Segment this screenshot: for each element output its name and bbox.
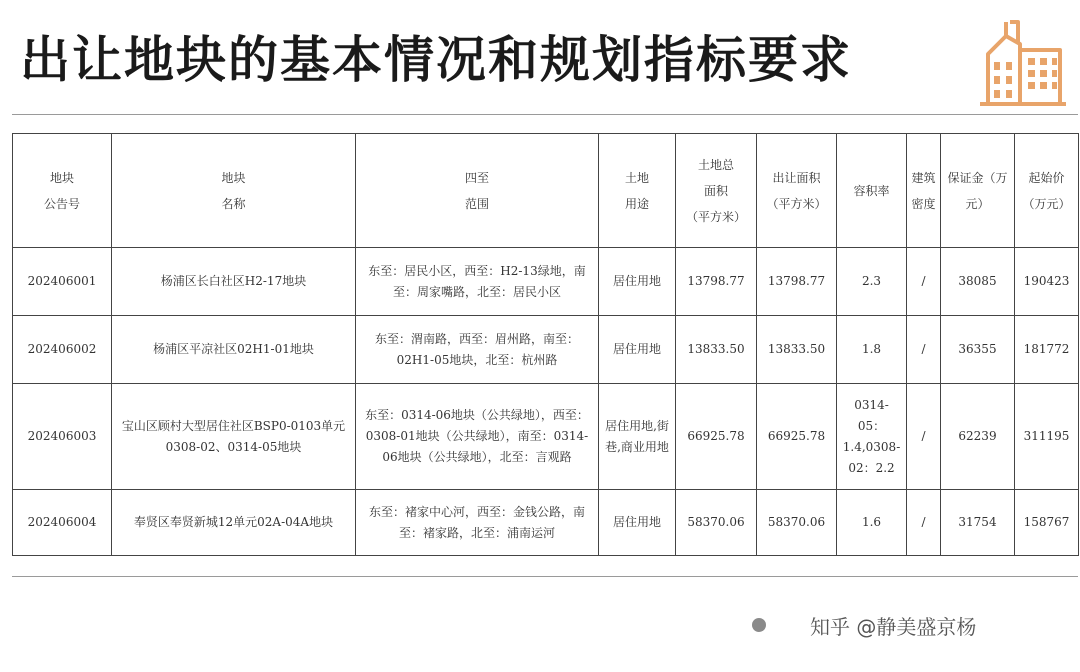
bullet-dot-icon — [752, 618, 766, 632]
cell-deposit: 36355 — [941, 316, 1015, 384]
column-header: 保证金（万 元） — [941, 134, 1015, 248]
table-body — [13, 248, 1079, 556]
cell-use: 居住用地 — [599, 316, 676, 384]
cell-id: 202406001 — [13, 248, 112, 316]
cell-name: 宝山区顾村大型居住社区BSP0-0103单元0308-02、0314-05地块 — [112, 384, 356, 490]
bottom-divider — [12, 576, 1078, 577]
cell-total-area: 13833.50 — [676, 316, 757, 384]
building-icon — [976, 14, 1070, 106]
page-title: 出让地块的基本情况和规划指标要求 — [20, 31, 852, 89]
column-header: 容积率 — [837, 134, 907, 248]
cell-use: 居住用地 — [599, 490, 676, 556]
table-header-row — [13, 134, 1079, 248]
cell-sale-area: 66925.78 — [757, 384, 837, 490]
cell-far: 2.3 — [837, 248, 907, 316]
table-row — [13, 384, 1079, 490]
cell-density: / — [907, 490, 941, 556]
cell-far: 1.8 — [837, 316, 907, 384]
cell-total-area: 13798.77 — [676, 248, 757, 316]
cell-name: 奉贤区奉贤新城12单元02A-04A地块 — [112, 490, 356, 556]
table-row — [13, 490, 1079, 556]
title-divider — [12, 114, 1078, 115]
cell-bounds: 东至：居民小区，西至：H2-13绿地，南至：周家嘴路，北至：居民小区 — [356, 248, 599, 316]
cell-density: / — [907, 248, 941, 316]
cell-start-price: 158767 — [1015, 490, 1079, 556]
source-credit — [752, 610, 976, 640]
table-row — [13, 316, 1079, 384]
cell-far: 0314-05：1.4,0308-02：2.2 — [837, 384, 907, 490]
cell-deposit: 62239 — [941, 384, 1015, 490]
table-row — [13, 248, 1079, 316]
cell-id: 202406002 — [13, 316, 112, 384]
column-header: 起始价 （万元） — [1015, 134, 1079, 248]
land-parcel-table — [12, 133, 1079, 556]
cell-sale-area: 13798.77 — [757, 248, 837, 316]
cell-name: 杨浦区长白社区H2-17地块 — [112, 248, 356, 316]
cell-total-area: 58370.06 — [676, 490, 757, 556]
cell-sale-area: 58370.06 — [757, 490, 837, 556]
column-header: 地块 公告号 — [13, 134, 112, 248]
column-header: 出让面积 （平方米） — [757, 134, 837, 248]
cell-id: 202406003 — [13, 384, 112, 490]
column-header: 土地总 面积 （平方米） — [676, 134, 757, 248]
column-header: 四至 范围 — [356, 134, 599, 248]
cell-deposit: 38085 — [941, 248, 1015, 316]
cell-density: / — [907, 384, 941, 490]
cell-use: 居住用地,街巷,商业用地 — [599, 384, 676, 490]
cell-far: 1.6 — [837, 490, 907, 556]
column-header: 建筑 密度 — [907, 134, 941, 248]
cell-total-area: 66925.78 — [676, 384, 757, 490]
source-text: 知乎 @静美盛京杨 — [810, 614, 977, 639]
cell-density: / — [907, 316, 941, 384]
cell-use: 居住用地 — [599, 248, 676, 316]
cell-bounds: 东至：褚家中心河，西至：金钱公路，南至：褚家路，北至：浦南运河 — [356, 490, 599, 556]
cell-deposit: 31754 — [941, 490, 1015, 556]
cell-start-price: 181772 — [1015, 316, 1079, 384]
cell-start-price: 311195 — [1015, 384, 1079, 490]
column-header: 土地 用途 — [599, 134, 676, 248]
column-header: 地块 名称 — [112, 134, 356, 248]
cell-name: 杨浦区平凉社区02H1-01地块 — [112, 316, 356, 384]
cell-bounds: 东至：0314-06地块（公共绿地），西至：0308-01地块（公共绿地），南至：0314-06地块（公共绿地），北至：言观路 — [356, 384, 599, 490]
cell-id: 202406004 — [13, 490, 112, 556]
cell-bounds: 东至：渭南路，西至：眉州路，南至：02H1-05地块，北至：杭州路 — [356, 316, 599, 384]
cell-start-price: 190423 — [1015, 248, 1079, 316]
cell-sale-area: 13833.50 — [757, 316, 837, 384]
